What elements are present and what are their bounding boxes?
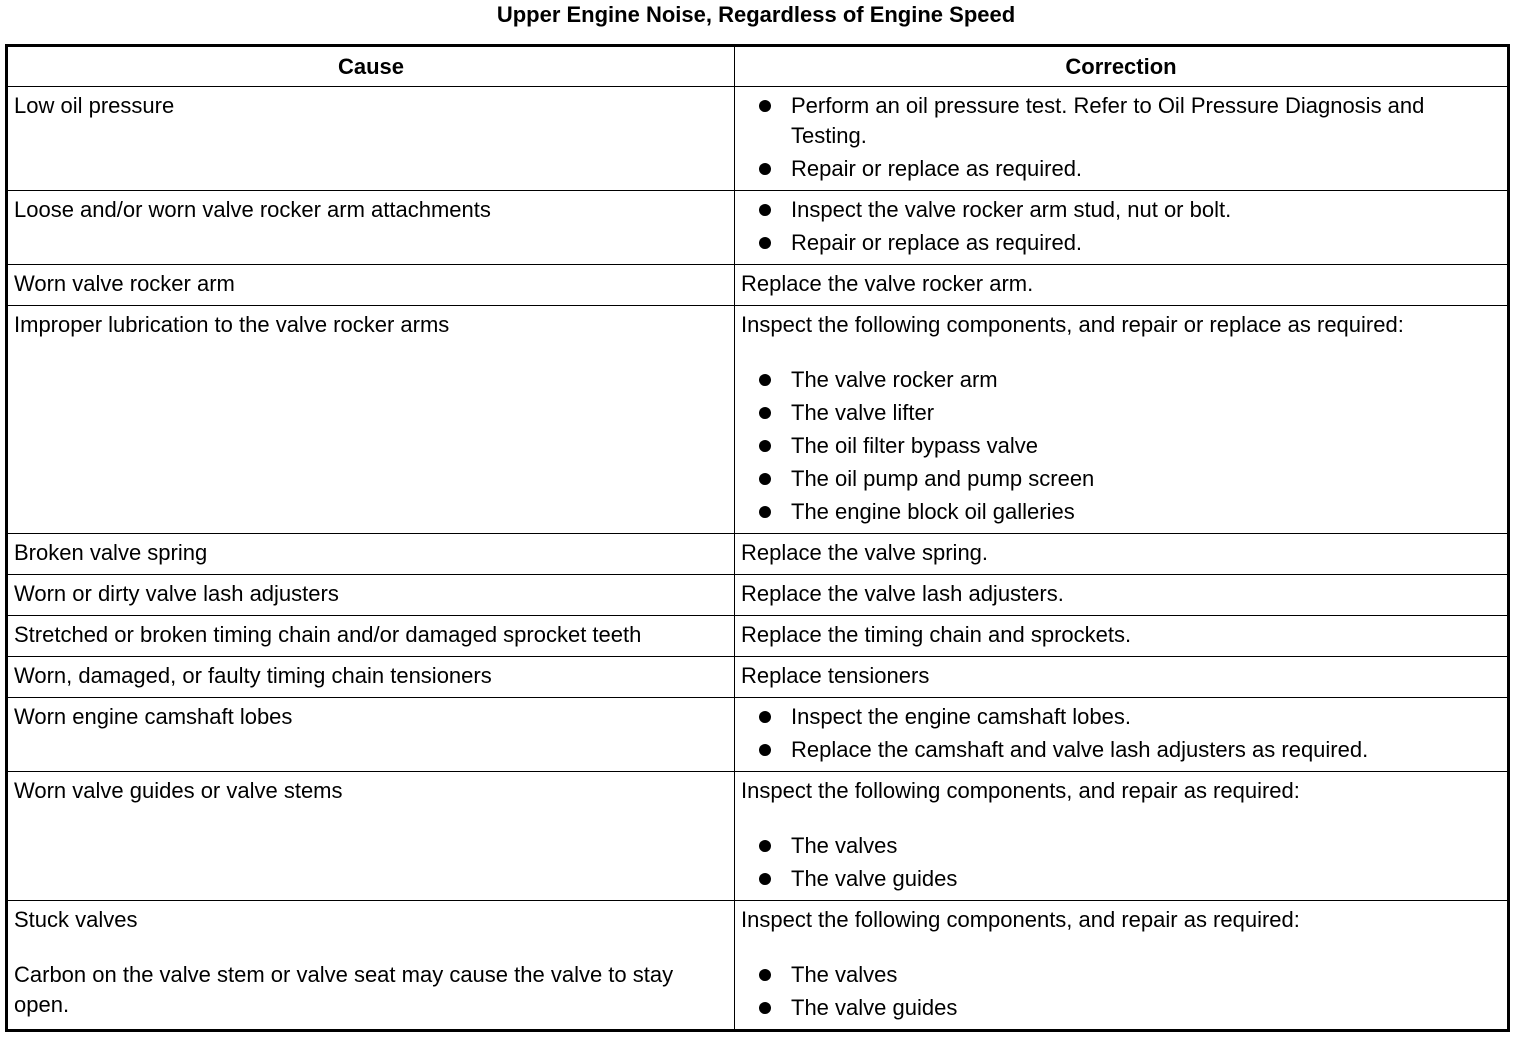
correction-cell	[735, 306, 1509, 534]
correction-text: Replace the valve lash adjusters.	[741, 581, 1064, 606]
correction-bullet-item	[741, 702, 1501, 732]
correction-bullet-text: The oil filter bypass valve	[791, 433, 1038, 458]
bullet-dot-icon	[759, 374, 771, 386]
correction-bullet-text: The engine block oil galleries	[791, 499, 1075, 524]
cause-cell	[7, 657, 735, 698]
table-row	[7, 657, 1509, 698]
cause-cell	[7, 87, 735, 191]
cause-text: Low oil pressure	[14, 93, 175, 118]
cause-note: Carbon on the valve stem or valve seat may cause the valve to stay open.	[14, 962, 674, 1017]
correction-bullet-item	[741, 431, 1501, 461]
cause-text: Loose and/or worn valve rocker arm attachments	[14, 197, 491, 222]
bullet-dot-icon	[759, 407, 771, 419]
bullet-dot-icon	[759, 1002, 771, 1014]
cause-cell	[7, 616, 735, 657]
correction-bullet-text: Inspect the valve rocker arm stud, nut or bolt.	[791, 197, 1232, 222]
correction-cell	[735, 575, 1509, 616]
bullet-dot-icon	[759, 237, 771, 249]
correction-text: Replace the timing chain and sprockets.	[741, 622, 1132, 647]
correction-bullet-item	[741, 735, 1501, 765]
correction-text: Replace the valve rocker arm.	[741, 271, 1034, 296]
correction-bullet-list	[741, 960, 1501, 1023]
correction-bullet-item	[741, 154, 1501, 184]
correction-bullet-item	[741, 864, 1501, 894]
table-row	[7, 772, 1509, 901]
table-row	[7, 901, 1509, 1031]
correction-text: Replace tensioners	[741, 663, 930, 688]
bullet-dot-icon	[759, 163, 771, 175]
correction-bullet-list	[741, 195, 1501, 258]
cause-text: Worn engine camshaft lobes	[14, 704, 293, 729]
correction-cell	[735, 698, 1509, 772]
table-row	[7, 265, 1509, 306]
bullet-dot-icon	[759, 473, 771, 485]
correction-bullet-item	[741, 91, 1501, 151]
table-row	[7, 534, 1509, 575]
correction-bullet-item	[741, 398, 1501, 428]
correction-bullet-text: The valves	[791, 833, 898, 858]
correction-bullet-text: The valve lifter	[791, 400, 935, 425]
bullet-dot-icon	[759, 744, 771, 756]
correction-bullet-text: Replace the camshaft and valve lash adjusters as required.	[791, 737, 1369, 762]
correction-bullet-item	[741, 365, 1501, 395]
correction-bullet-item	[741, 831, 1501, 861]
diagnosis-table	[5, 44, 1510, 1032]
cause-cell	[7, 534, 735, 575]
correction-cell	[735, 265, 1509, 306]
correction-bullet-text: The valve guides	[791, 866, 958, 891]
table-row	[7, 306, 1509, 534]
cause-cell	[7, 306, 735, 534]
bullet-dot-icon	[759, 100, 771, 112]
cause-cell	[7, 575, 735, 616]
table-body	[7, 87, 1509, 1031]
correction-bullet-item	[741, 464, 1501, 494]
cause-text: Worn or dirty valve lash adjusters	[14, 581, 339, 606]
bullet-dot-icon	[759, 969, 771, 981]
cause-cell	[7, 265, 735, 306]
correction-bullet-list	[741, 365, 1501, 527]
correction-bullet-list	[741, 91, 1501, 184]
cause-cell	[7, 901, 735, 1031]
table-row	[7, 698, 1509, 772]
cause-text: Stuck valves	[14, 907, 138, 932]
table-row	[7, 575, 1509, 616]
bullet-dot-icon	[759, 440, 771, 452]
bullet-dot-icon	[759, 711, 771, 723]
correction-bullet-text: The valve guides	[791, 995, 958, 1020]
correction-cell	[735, 657, 1509, 698]
correction-cell	[735, 534, 1509, 575]
bullet-dot-icon	[759, 506, 771, 518]
cause-text: Worn valve rocker arm	[14, 271, 235, 296]
correction-bullet-text: The valve rocker arm	[791, 367, 998, 392]
correction-bullet-text: The oil pump and pump screen	[791, 466, 1095, 491]
correction-bullet-item	[741, 228, 1501, 258]
correction-text: Inspect the following components, and repair as required:	[741, 778, 1300, 803]
correction-cell	[735, 87, 1509, 191]
cause-text: Worn valve guides or valve stems	[14, 778, 343, 803]
cause-cell	[7, 191, 735, 265]
table-row	[7, 191, 1509, 265]
correction-text: Inspect the following components, and repair as required:	[741, 907, 1300, 932]
correction-cell	[735, 616, 1509, 657]
correction-bullet-item	[741, 497, 1501, 527]
table-header-row	[7, 46, 1509, 87]
table-row	[7, 616, 1509, 657]
page-title: Upper Engine Noise, Regardless of Engine Speed	[496, 2, 1016, 27]
bullet-dot-icon	[759, 873, 771, 885]
cause-text: Improper lubrication to the valve rocker arms	[14, 312, 450, 337]
correction-column-header: Correction	[735, 46, 1509, 87]
cause-text: Worn, damaged, or faulty timing chain tensioners	[14, 663, 492, 688]
correction-bullet-text: Inspect the engine camshaft lobes.	[791, 704, 1131, 729]
correction-bullet-list	[741, 831, 1501, 894]
correction-bullet-text: Repair or replace as required.	[791, 230, 1083, 255]
cause-text: Stretched or broken timing chain and/or damaged sprocket teeth	[14, 622, 642, 647]
correction-cell	[735, 901, 1509, 1031]
correction-bullet-text: The valves	[791, 962, 898, 987]
correction-bullet-text: Perform an oil pressure test. Refer to Oil Pressure Diagnosis and Testing.	[791, 93, 1425, 148]
bullet-dot-icon	[759, 204, 771, 216]
correction-cell	[735, 191, 1509, 265]
correction-text: Replace the valve spring.	[741, 540, 989, 565]
correction-bullet-item	[741, 195, 1501, 225]
correction-bullet-item	[741, 993, 1501, 1023]
cause-cell	[7, 698, 735, 772]
cause-cell	[7, 772, 735, 901]
bullet-dot-icon	[759, 840, 771, 852]
cause-text: Broken valve spring	[14, 540, 208, 565]
correction-text: Inspect the following components, and repair or replace as required:	[741, 312, 1404, 337]
correction-bullet-list	[741, 702, 1501, 765]
table-row	[7, 87, 1509, 191]
correction-cell	[735, 772, 1509, 901]
correction-bullet-item	[741, 960, 1501, 990]
correction-bullet-text: Repair or replace as required.	[791, 156, 1083, 181]
cause-column-header: Cause	[7, 46, 735, 87]
